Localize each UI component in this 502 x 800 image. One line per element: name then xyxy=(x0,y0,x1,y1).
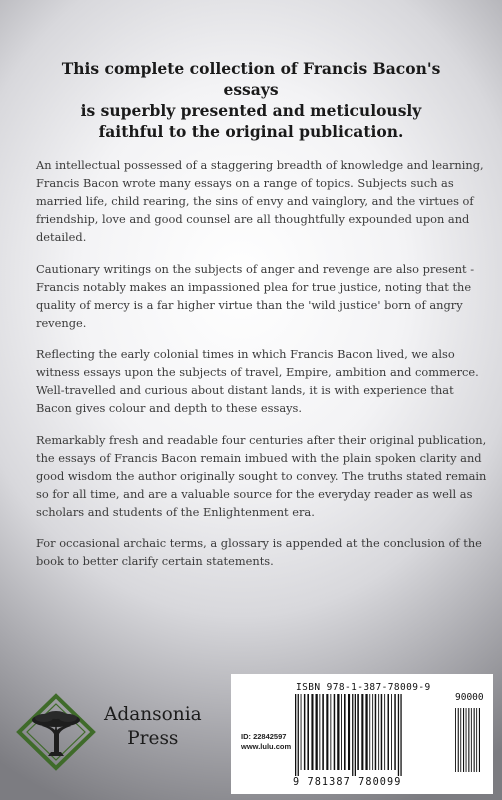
barcode-bar xyxy=(365,694,367,770)
barcode-bar xyxy=(391,694,392,770)
publisher-line: Adansonia xyxy=(104,704,202,725)
barcode-bar xyxy=(455,708,456,772)
barcode-bar xyxy=(348,694,350,770)
barcode-icon xyxy=(293,694,487,776)
barcode-bar xyxy=(400,694,401,776)
headline xyxy=(40,58,462,142)
barcode-bar xyxy=(460,708,461,772)
barcode-bar xyxy=(474,708,475,772)
barcode-bar xyxy=(316,694,318,770)
blurb-paragraph: An intellectual possessed of a staggering breadth of knowledge and learning, Francis Bacon wrote many essays on a range of topics. Subjects such as married life, child rearing, the sins of envy and vainglory, and the virtues of friendship, love and good counsel are all thoughtfully expounded upon and detailed. xyxy=(36,158,484,244)
barcode-bar xyxy=(384,694,385,770)
barcode-bar xyxy=(369,694,370,770)
barcode-bar xyxy=(388,694,390,770)
barcode-bar xyxy=(352,694,353,776)
barcode-bar xyxy=(466,708,467,772)
barcode-bar xyxy=(301,694,302,770)
id-label: ID: 22842597 xyxy=(241,732,287,741)
barcode-bar xyxy=(361,694,363,770)
headline-line: is superbly presented and meticulously xyxy=(80,101,422,120)
barcode-bar xyxy=(322,694,324,770)
barcode-bar xyxy=(307,694,309,770)
barcode-bar xyxy=(375,694,377,770)
barcode-bar xyxy=(394,694,396,770)
publisher-name xyxy=(104,703,202,751)
barcode-bar xyxy=(311,694,313,770)
blurb-paragraph: For occasional archaic terms, a glossary is appended at the conclusion of the book to better clarify certain statements. xyxy=(36,536,482,568)
addon-number: 90000 xyxy=(455,692,484,703)
barcode-bar xyxy=(304,694,306,770)
headline-line: This complete collection of Francis Bacon's essays xyxy=(61,59,441,99)
publisher-line: Press xyxy=(127,728,179,749)
barcode-bar xyxy=(357,694,359,770)
baobab-tree-logo-icon xyxy=(14,690,98,774)
barcode-bar xyxy=(479,708,480,772)
barcode-bar xyxy=(378,694,379,770)
barcode-bar xyxy=(458,708,459,772)
barcode-bar xyxy=(381,694,383,770)
barcode-bar xyxy=(468,708,469,772)
barcode-bar xyxy=(463,708,464,772)
site-label: www.lulu.com xyxy=(241,742,292,751)
barcode-bar xyxy=(372,694,373,770)
barcode-bar xyxy=(398,694,399,776)
barcode-panel xyxy=(231,674,493,794)
blurb-paragraph: Remarkably fresh and readable four centuries after their original publication, the essays of Francis Bacon remain imbued with the plain spoken clarity and good wisdom the author originally sought to convey. The truths stated remain so for all time, and are a valuable source for the everyday reader as well as scholars and students of the Enlightenment era. xyxy=(36,432,487,519)
barcode-bar xyxy=(471,708,472,772)
blurb xyxy=(36,156,488,584)
barcode-bar xyxy=(341,694,342,770)
barcode-bar xyxy=(355,694,356,776)
barcode-bar xyxy=(295,694,296,776)
barcode-bar xyxy=(344,694,346,770)
barcode-bar xyxy=(337,694,339,770)
ean-number: 9 781387 780099 xyxy=(293,777,402,788)
barcode-bar xyxy=(298,694,299,776)
barcode-bar xyxy=(319,694,320,770)
barcode-bar xyxy=(334,694,336,770)
headline-line: faithful to the original publication. xyxy=(98,122,404,141)
blurb-paragraph: Reflecting the early colonial times in which Francis Bacon lived, we also witness essays upon the subjects of travel, Empire, ambition and commerce. Well-travelled and curious about distant lands, it is with experience that Bacon gives colour and depth to these essays. xyxy=(36,347,479,415)
isbn-label: ISBN 978-1-387-78009-9 xyxy=(296,682,431,693)
barcode-bar xyxy=(330,694,331,770)
barcode-bar xyxy=(476,708,477,772)
barcode-bar xyxy=(326,694,328,770)
blurb-paragraph: Cautionary writings on the subjects of anger and revenge are also present - Francis notably makes an impassioned plea for true justice, noting that the quality of mercy is a far higher virtue than the 'wild justice' born of angry revenge. xyxy=(36,261,475,330)
